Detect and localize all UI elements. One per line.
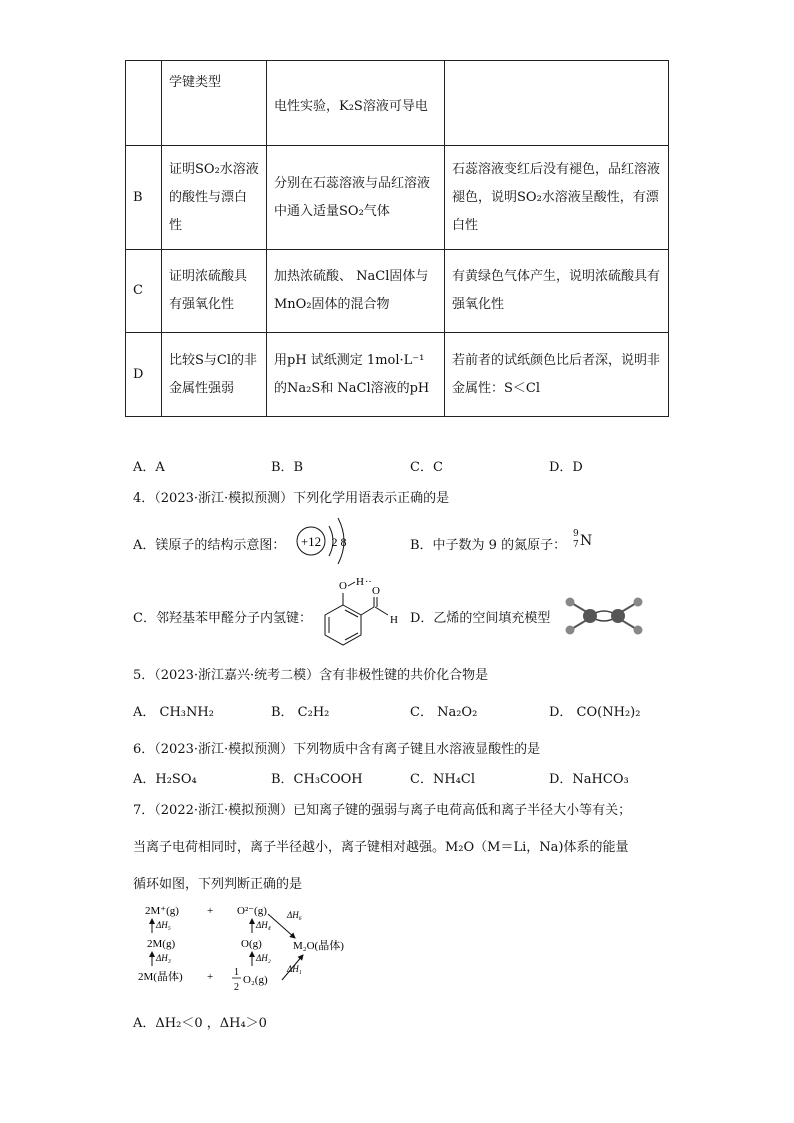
q5-option-a: A． CH₃NH₂ bbox=[133, 705, 214, 720]
q4-option-b: B．中子数为 9 的氮原子： bbox=[410, 538, 567, 553]
option-cell bbox=[126, 61, 162, 146]
svg-text:··: ·· bbox=[365, 577, 372, 588]
purpose-cell: 证明浓硫酸具有强氧化性 bbox=[162, 250, 267, 333]
atomic-number: 7 bbox=[573, 540, 579, 550]
experiment-table bbox=[125, 60, 669, 417]
option-cell: C bbox=[126, 250, 162, 333]
nucleus-charge: +12 bbox=[300, 534, 322, 549]
q4-option-d: D．乙烯的空间填充模型 bbox=[410, 611, 551, 626]
dh4-label: ΔH₄ bbox=[256, 920, 271, 930]
product-label: M₂O(晶体) bbox=[293, 940, 344, 952]
method-cell: 用pH 试纸测定 1mol·L⁻¹的Na₂S和 NaCl溶液的pH bbox=[267, 333, 445, 417]
table-row bbox=[126, 250, 669, 333]
plus-sign: + bbox=[207, 905, 214, 917]
table-row bbox=[126, 61, 669, 146]
q6-option-d: D．NaHCO₃ bbox=[549, 772, 629, 787]
table-row bbox=[126, 333, 669, 417]
electron-shells: 2 8 bbox=[331, 535, 347, 549]
conclusion-cell: 石蕊溶液变红后没有褪色，品红溶液褪色，说明SO₂水溶液呈酸性，有漂白性 bbox=[445, 146, 669, 250]
q6-option-c: C．NH₄Cl bbox=[410, 772, 475, 787]
q3-option-a: A．A bbox=[133, 460, 165, 475]
q6-option-b: B．CH₃COOH bbox=[271, 772, 363, 787]
q6-option-a: A．H₂SO₄ bbox=[133, 772, 197, 787]
purpose-cell: 比较S与Cl的非金属性强弱 bbox=[162, 333, 267, 417]
q4-stem: 4．（2023·浙江·模拟预测）下列化学用语表示正确的是 bbox=[133, 491, 450, 506]
q5-stem: 5．（2023·浙江嘉兴·统考二模）含有非极性键的共价化合物是 bbox=[133, 668, 489, 683]
q5-option-b: B． C₂H₂ bbox=[271, 705, 330, 720]
svg-text:O: O bbox=[339, 580, 347, 592]
half-denominator: 2 bbox=[234, 982, 239, 993]
method-cell: 电性实验，K₂S溶液可导电 bbox=[267, 61, 445, 146]
o-gas-label: O(g) bbox=[241, 938, 262, 950]
option-cell: B bbox=[126, 146, 162, 250]
q4-option-c: C．邻羟基苯甲醛分子内氢键： bbox=[133, 611, 312, 626]
dh3-label: ΔH₃ bbox=[156, 953, 171, 963]
method-cell: 加热浓硫酸、 NaCl固体与MnO₂固体的混合物 bbox=[267, 250, 445, 333]
dh2-label: ΔH₂ bbox=[256, 953, 271, 963]
method-cell: 分别在石蕊溶液与品红溶液中通入适量SO₂气体 bbox=[267, 146, 445, 250]
svg-text:H: H bbox=[356, 577, 364, 588]
purpose-cell: 证明SO₂水溶液的酸性与漂白性 bbox=[162, 146, 267, 250]
m-gas-label: 2M(g) bbox=[147, 938, 176, 950]
table-row bbox=[126, 146, 669, 250]
q6-stem: 6．（2023·浙江·模拟预测）下列物质中含有离子键且水溶液显酸性的是 bbox=[133, 742, 541, 757]
svg-text:O: O bbox=[372, 585, 380, 597]
dh5-label: ΔH₅ bbox=[156, 920, 171, 930]
q7-stem-line1: 7．（2022·浙江·模拟预测）已知离子键的强弱与离子电荷高低和离子半径大小等有关； bbox=[133, 803, 632, 818]
q3-option-b: B．B bbox=[271, 460, 304, 475]
purpose-cell: 学键类型 bbox=[162, 61, 267, 146]
dh1-label: ΔH₁ bbox=[287, 964, 302, 974]
conclusion-cell: 有黄绿色气体产生，说明浓硫酸具有强氧化性 bbox=[445, 250, 669, 333]
q5-option-c: C． Na₂O₂ bbox=[410, 705, 478, 720]
o-hydroxybenzaldehyde-structure bbox=[318, 577, 408, 652]
m-solid-label: 2M(晶体) bbox=[138, 971, 183, 983]
plus-sign: + bbox=[207, 971, 214, 983]
svg-text:H: H bbox=[390, 614, 398, 626]
o2-label: O₂(g) bbox=[243, 974, 268, 986]
energy-cycle-diagram bbox=[130, 898, 370, 998]
q3-option-c: C．C bbox=[410, 460, 443, 475]
conclusion-cell: 若前者的试纸颜色比后者深，说明非金属性：S＜Cl bbox=[445, 333, 669, 417]
option-cell: D bbox=[126, 333, 162, 417]
q4-option-a: A．镁原子的结构示意图： bbox=[133, 538, 286, 553]
q7-stem-line2: 当离子电荷相同时，离子半径越小，离子键相对越强。M₂O（M＝Li，Na)体系的能量 bbox=[133, 840, 629, 855]
half-numerator: 1 bbox=[234, 967, 239, 978]
dh6-label: ΔH₆ bbox=[287, 910, 302, 920]
q7-stem-line3: 循环如图，下列判断正确的是 bbox=[133, 877, 303, 892]
mg-atom-structure-diagram bbox=[296, 514, 356, 566]
mass-number: 9 bbox=[573, 529, 579, 539]
q5-option-d: D． CO(NH₂)₂ bbox=[549, 705, 641, 720]
q3-option-d: D．D bbox=[549, 460, 583, 475]
q7-option-a: A．ΔH₂＜0 ，ΔH₄＞0 bbox=[133, 1016, 267, 1031]
m-ion-label: 2M⁺(g) bbox=[145, 905, 179, 917]
o-ion-label: O²⁻(g) bbox=[237, 905, 267, 917]
element-symbol: N bbox=[580, 533, 593, 549]
conclusion-cell bbox=[445, 61, 669, 146]
ethylene-space-filling-model bbox=[562, 596, 646, 636]
